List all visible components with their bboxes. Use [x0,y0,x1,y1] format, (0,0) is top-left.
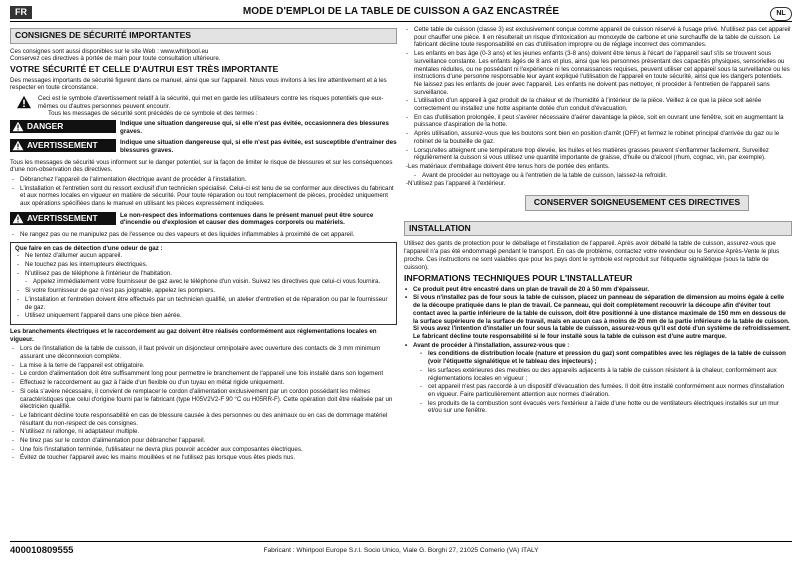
list-item: - Les enfants en bas âge (0-3 ans) et les jeunes enfants (3-8 ans) doivent être tenus à l'écart de l'appareil sauf s'ils se trouvent sous surveillance constante. Les enfants âgés de 8 ans et plus, ainsi que les personnes présentant des capacités physiques, sensorielles ou mentales réduites, ou ne possédant ni l'expérience ni les connaissances requises, peuvent utiliser cet appareil sous la surveillance ou les instructions d'une personne responsable leur ayant expliqué l'utilisation de l'appareil en toute sécurité, ainsi que les dangers potentiels. Ne laissez pas les enfants de jouer avec l'appareil. Les enfants ne doivent pas nettoyer, ni procéder à l'entretien de l'appareil sans surveillance. [404,50,792,96]
installation-text: Utilisez des gants de protection pour le déballage et l'installation de l'appareil. Après avoir déballé la table de cuisson, assurez-vous que l'appareil n'a pas été endommagé pendant le transport. En cas de problème, contactez votre revendeur ou le Service Après-Vente le plus proche. Ces instructions ne sont valables que pour les pays dont le symbole est reproduit sur l'étiquette signalétique (sous la table de cuisson). [404,240,780,271]
list-item: - N'utilisez pas de téléphone à l'intérieur de l'habitation. [15,270,392,278]
list-item: - L'utilisation d'un appareil à gaz produit de la chaleur et de l'humidité à l'intérieur de la pièce. Veillez à ce que la pièce soit aérée correctement ou installez une hotte aspirante dotée d'un conduit d'évacuation. [404,97,792,112]
list-item: - Utilisez uniquement l'appareil dans une pièce bien aérée. [15,312,392,320]
list-item: - Le cordon d'alimentation doit être suffisamment long pour permettre le branchement de l'appareil une fois installé dans son logement [10,370,397,378]
list-item: • Ce produit peut être encastré dans un plan de travail de 20 à 50 mm d'épaisseur. [404,286,792,294]
list-item: - Une fois l'installation terminée, l'utilisateur ne devra plus pouvoir accéder aux composantes électriques. [10,446,397,454]
footer-divider [10,541,792,542]
manufacturer-info: Fabricant : Whirlpool Europe S.r.l. Socio Unico, Viale G. Borghi 27, 21025 Comerio (VA) ITALY [263,547,539,554]
list-item: - Si cela s'avère nécessaire, il convient de remplacer le cordon d'alimentation exclusivement par un cordon possédant les mêmes caractéristiques que celui d'origine fourni par le fabricant (type H05V2V2-F 90 °C ou H05RR-F). Cette opération doit être réalisée par un électricien qualifié. [10,388,397,411]
list-item: - Cette table de cuisson (classe 3) est exclusivement conçue comme appareil de cuisson réservé à l'usage privé. N'utilisez pas cet appareil pour chauffer une pièce. Il en résulterait un risque d'intoxication au monoxyde de carbone et une surchauffe de la table de cuisson. Le fabricant décline toute responsabilité en cas d'utilisation impropre ou de réglage incorrect des commandes. [404,26,792,49]
avertissement-row [10,139,397,154]
list-item: • Avant de procéder à l'installation, assurez-vous que : [404,342,792,350]
tech-heading: INFORMATIONS TECHNIQUES POUR L'INSTALLATEUR [404,273,633,284]
list-item: - En cas d'utilisation prolongée, il peut s'avérer nécessaire d'aérer davantage la pièce, soit en ouvrant une fenêtre, soit en augmentant la puissance d'aspiration de la hotte. [404,114,792,129]
gas-odor-box [10,242,397,325]
list-item: - Débranchez l'appareil de l'alimentation électrique avant de procéder à l'installation. [10,176,397,184]
avertissement-text-2: Le non-respect des informations contenues dans le présent manuel peut être source d'incendie ou d'explosion et causer des dommages corporels ou matériels. [120,211,374,227]
list-item: - Ne tentez d'allumer aucun appareil. [15,252,392,260]
list-item: - Ne rangez pas ou ne manipulez pas de l'essence ou des vapeurs et des liquides inflammables à proximité de cet appareil. [10,231,397,239]
symbol-text-2: Tous les messages de sécurité sont précédés de ce symbole et des termes : [48,110,258,118]
header-divider [10,21,792,22]
installation-section-title: INSTALLATION [404,221,792,237]
list-item: - La mise à la terre de l'appareil est obligatoire. [10,362,397,370]
document-code: 400010809555 [10,545,74,556]
list-item: - Évitez de toucher l'appareil avec les mains mouillées et ne l'utilisez pas lorsque vous êtes pieds nus. [10,454,397,462]
list-item: - Ne tirez pas sur le cordon d'alimentation pour débrancher l'appareil. [10,437,397,445]
page-header [0,0,802,22]
list-item: - N'utilisez ni rallonge, ni adaptateur multiple. [10,428,397,436]
list-item: - Ne touchez pas les interrupteurs électriques. [15,261,392,269]
list-item: - Le fabricant décline toute responsabilité en cas de blessure causée à des personnes ou des animaux ou en cas de dommage matériel résultant du non-respect de ces consignes. [10,412,397,427]
language-badge-fr: FR [10,6,32,19]
document-title: MODE D'EMPLOI DE LA TABLE DE CUISSON A GAZ ENCASTRÉE [242,6,560,17]
list-item: - Effectuez le raccordement au gaz à l'aide d'un flexible ou d'un tuyau en métal rigide uniquement. [10,379,397,387]
avertissement-badge [10,139,116,152]
list-item: - Lors de l'installation de la table de cuisson, il faut prévoir un disjoncteur omnipolaire avec ouverture des contacts de 3 mm minimum assurant une déconnexion complète. [10,345,397,360]
list-item: - Avant de procéder au nettoyage ou à l'entretien de la table de cuisson, laissez-la refroidir. [404,172,792,180]
avertissement-label: AVERTISSEMENT [27,212,98,223]
language-badge-nl: NL [770,7,792,21]
danger-row [10,120,397,135]
list-item: - Les matériaux d'emballage doivent être tenus hors de portée des enfants. [404,163,792,171]
list-item: - cet appareil n'est pas raccordé à un dispositif d'évacuation des fumées. Il doit être installé conformément aux normes d'installation en vigueur. Faire particulièrement attention aux normes d'aération. [404,383,792,398]
list-item: • Si vous n'installez pas de four sous la table de cuisson, placez un panneau de séparation de dimension au moins égale à celle de la découpe pratiquée dans le plan de travail. Ce panneau, qui doit complètement recouvrir la découpe afin d'éviter tout contact avec la partie inférieure de la table de cuisson, doit être positionné à une distance maximale de 150 mm en dessous de la surface supérieure de la surface de travail, mais en aucun cas à moins de 20 mm de la partie inférieure de la table de cuisson. Si vous avez l'intention d'installer un four sous la table de cuisson, assurez-vous qu'il est doté d'un système de refroidissement. Le fabricant décline toute responsabilité si le four installé sous la table de cuisson est d'une autre marque. [404,294,792,340]
danger-label: DANGER [27,121,64,132]
list-item: - Appelez immédiatement votre fournisseur de gaz avec le téléphone d'un voisin. Suivez les directives que celui-ci vous fournira. [15,278,392,286]
warning-triangle-icon [12,121,24,132]
symbol-text: Ceci est le symbole d'avertissement relatif à la sécurité, qui met en garde les utilisateurs contre les risques potentiels que eux-mêmes ou d'autres personnes peuvent encourir. [38,95,384,110]
warning-triangle-icon [12,213,24,224]
keep-instructions-title: CONSERVER SOIGNEUSEMENT CES DIRECTIVES [525,195,749,211]
list-item: - N'utilisez pas l'appareil à l'extérieur. [404,180,792,188]
list-item: - Lorsqu'elles atteignent une température trop élevée, les huiles et les matières grasses peuvent s'enflammer facilement. Surveillez régulièrement la cuisson si vous utilisez une quantité importante de graisse, d'huile ou d'alcool (rhum, cognac, vin, par exemple). [404,147,792,162]
avertissement-badge [10,212,116,225]
avertissement-label: AVERTISSEMENT [27,140,98,151]
left-column [10,26,397,463]
symbol-explanation [10,95,397,118]
intro-messages: Des messages importants de sécurité figurent dans ce manuel, ainsi que sur l'appareil. Nous vous invitons à les lire attentivement et à les respecter en toute circonstance. [10,76,387,92]
warning-triangle-icon [16,95,32,109]
avertissement-text: Indique une situation dangereuse qui, si elle n'est pas évitée, est susceptible d'entraîner des blessures graves. [120,139,397,154]
safety-heading: VOTRE SÉCURITÉ ET CELLE D'AUTRUI EST TRÈS IMPORTANTE [10,64,279,75]
list-item: - Après utilisation, assurez-vous que les boutons sont bien en position d'arrêt (OFF) et fermez le robinet principal d'arrivée du gaz ou le robinet de la bouteille de gaz. [404,130,792,145]
safety-section-title: CONSIGNES DE SÉCURITÉ IMPORTANTES [10,28,397,44]
electrical-heading: Les branchements électriques et le raccordement au gaz doivent être réalisés conformément aux réglementations locales en vigueur. [10,327,377,343]
danger-text: Indique une situation dangereuse qui, si elle n'est pas évitée, occasionnera des blessures graves. [120,120,389,135]
warning-triangle-icon [12,140,24,151]
gas-box-title: Que faire en cas de détection d'une odeur de gaz : [15,244,163,252]
list-item: - les surfaces extérieures des meubles ou des appareils adjacents à la table de cuisson résistent à la chaleur, conformément aux réglementations locales en vigueur ; [404,367,792,382]
intro-keep: Conservez ces directives à portée de main pour toute consultation ultérieure. [10,55,221,63]
danger-badge [10,120,116,133]
intro-website: Ces consignes sont aussi disponibles sur le site Web : www.whirlpool.eu [10,47,209,55]
list-item: - L'installation et l'entretien sont du ressort exclusif d'un technicien spécialisé. Celui-ci est tenu de se conformer aux directives du fabricant et aux normes locales en vigueur en matière de sécurité. Pour toute réparation ou tout remplacement de pièces, procédez uniquement aux opérations spécifiées dans le manuel en utilisant les pièces expressément indiquées. [10,185,397,208]
list-item: - les conditions de distribution locale (nature et pression du gaz) sont compatibles avec les réglages de la table de cuisson (voir l'étiquette signalétique et le tableau des injecteurs) ; [404,350,792,365]
list-item: - les produits de la combustion sont évacués vers l'extérieur à l'aide d'une hotte ou de ventilateurs électriques installés sur un mur et/ou sur une fenêtre. [404,400,792,415]
avertissement-row-2 [10,212,397,227]
list-item: - L'installation et l'entretien doivent être effectués par un technicien qualifié, un atelier d'entretien et de réparation ou par le fournisseur de gaz. [15,296,392,311]
right-column [404,26,792,416]
all-messages-text: Tous les messages de sécurité vous informent sur le danger potentiel, sur la façon de limiter le risque de blessures et sur les conséquences d'une non-observation des directives. [10,158,393,174]
list-item: - Si votre fournisseur de gaz n'est pas joignable, appelez les pompiers. [15,287,392,295]
